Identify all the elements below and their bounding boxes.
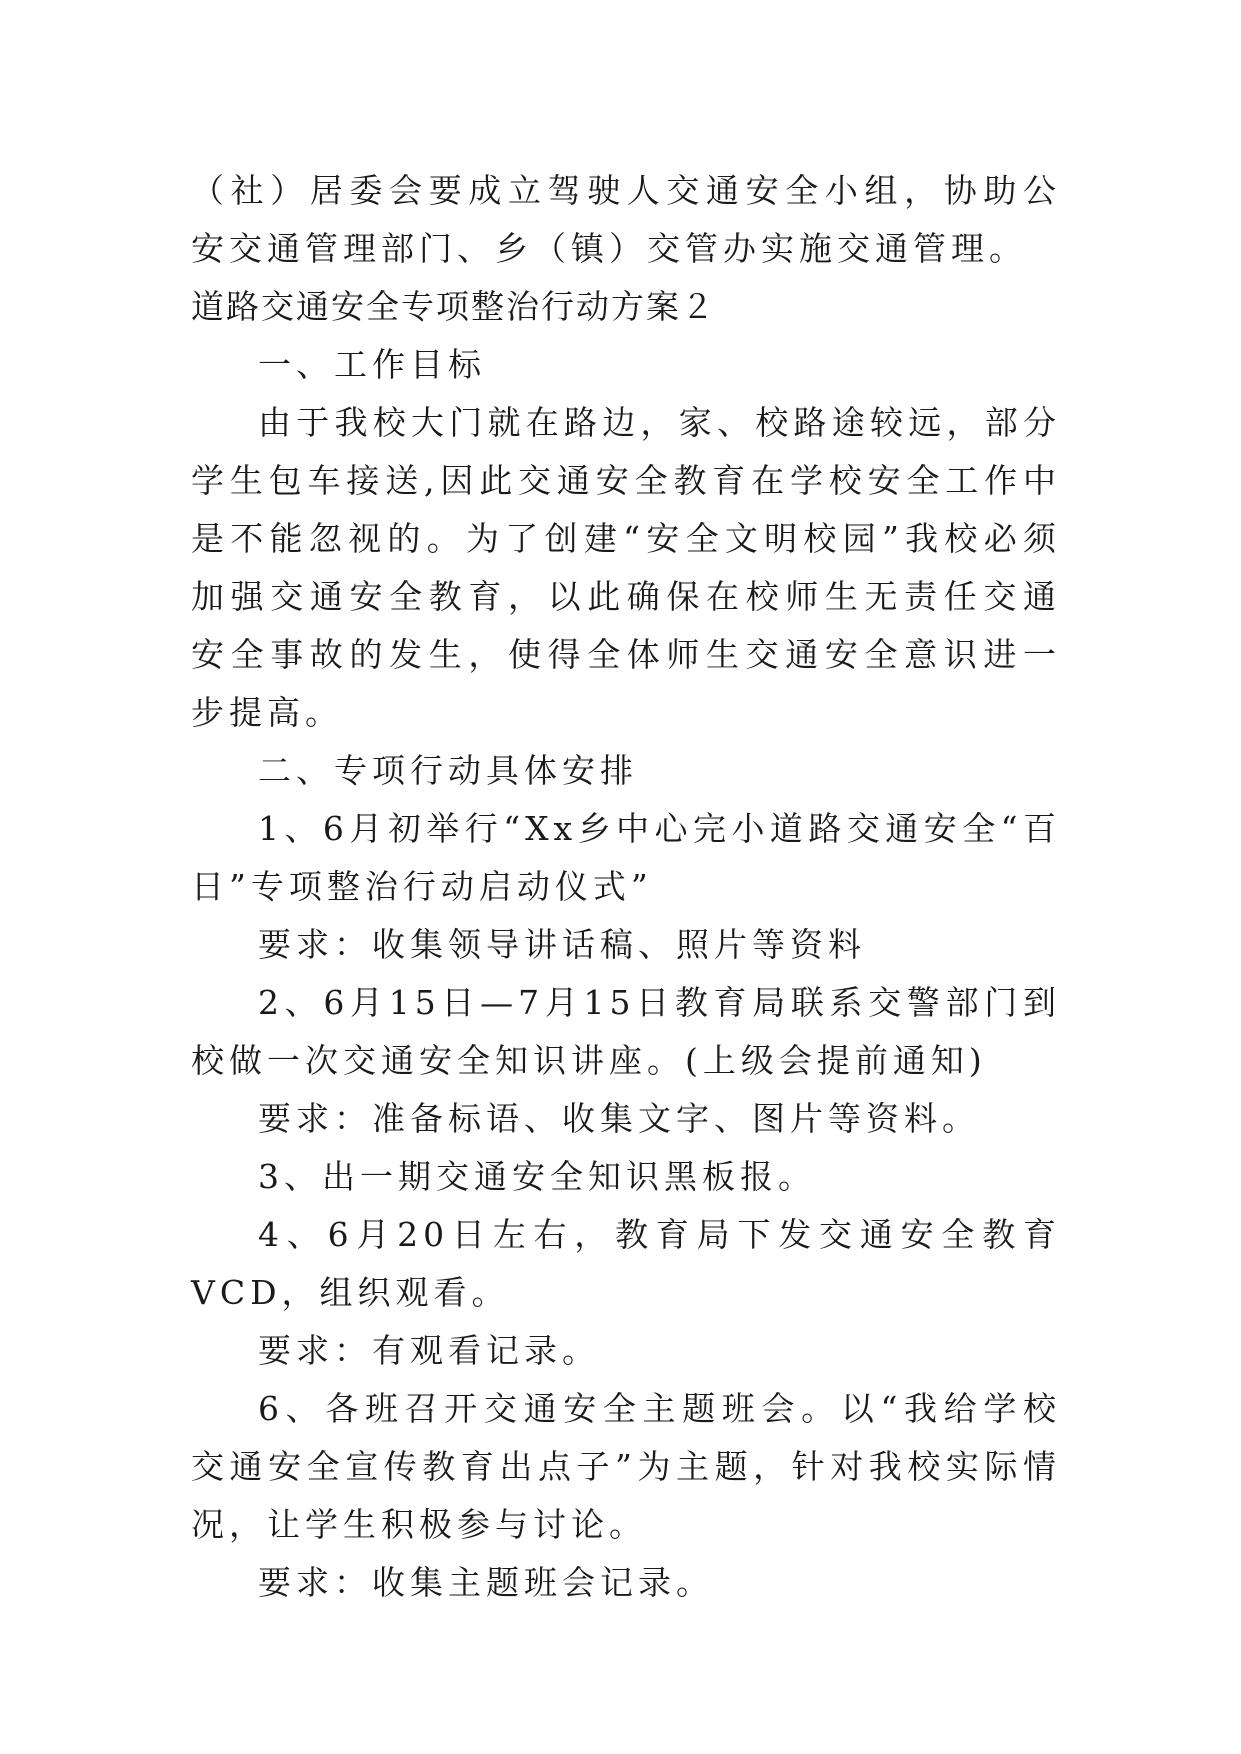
item-3-blackboard: 3、出一期交通安全知识黑板报。 bbox=[258, 1157, 816, 1196]
requirement-6: 要求：收集主题班会记录。 bbox=[258, 1563, 714, 1602]
item-1-launch-ceremony: 1、6月初举行“Xx乡中心完小道路交通安全“百日”专项整治行动启动仪式” bbox=[191, 809, 1061, 906]
paragraph-goal-body: 由于我校大门就在路边，家、校路途较远，部分学生包车接送,因此交通安全教育在学校安全工作中是不能忽视的。为了创建“安全文明校园”我校必须加强交通安全教育，以此确保在校师生无责任交通安全事故的发生，使得全体师生交通安全意识进一步提高。 bbox=[191, 403, 1061, 732]
paragraph-residents-committee: （社）居委会要成立驾驶人交通安全小组，协助公安交通管理部门、乡（镇）交管办实施交通管理。 bbox=[191, 171, 1061, 268]
heading-work-goal: 一、工作目标 bbox=[258, 345, 486, 384]
item-4-vcd-viewing: 4、6月20日左右，教育局下发交通安全教育VCD，组织观看。 bbox=[191, 1215, 1061, 1312]
section-title: 道路交通安全专项整治行动方案２ bbox=[191, 287, 716, 326]
requirement-2: 要求：准备标语、收集文字、图片等资料。 bbox=[258, 1099, 980, 1138]
requirement-1: 要求：收集领导讲话稿、照片等资料 bbox=[258, 925, 866, 964]
item-2-safety-lecture: 2、6月15日—7月15日教育局联系交警部门到校做一次交通安全知识讲座。(上级会提前通知) bbox=[191, 983, 1061, 1080]
document-body bbox=[191, 162, 1061, 1612]
requirement-4: 要求：有观看记录。 bbox=[258, 1331, 600, 1370]
heading-action-plan: 二、专项行动具体安排 bbox=[258, 751, 638, 790]
item-6-class-meeting: 6、各班召开交通安全主题班会。以“我给学校交通安全宣传教育出点子”为主题，针对我校实际情况，让学生积极参与讨论。 bbox=[191, 1389, 1061, 1544]
